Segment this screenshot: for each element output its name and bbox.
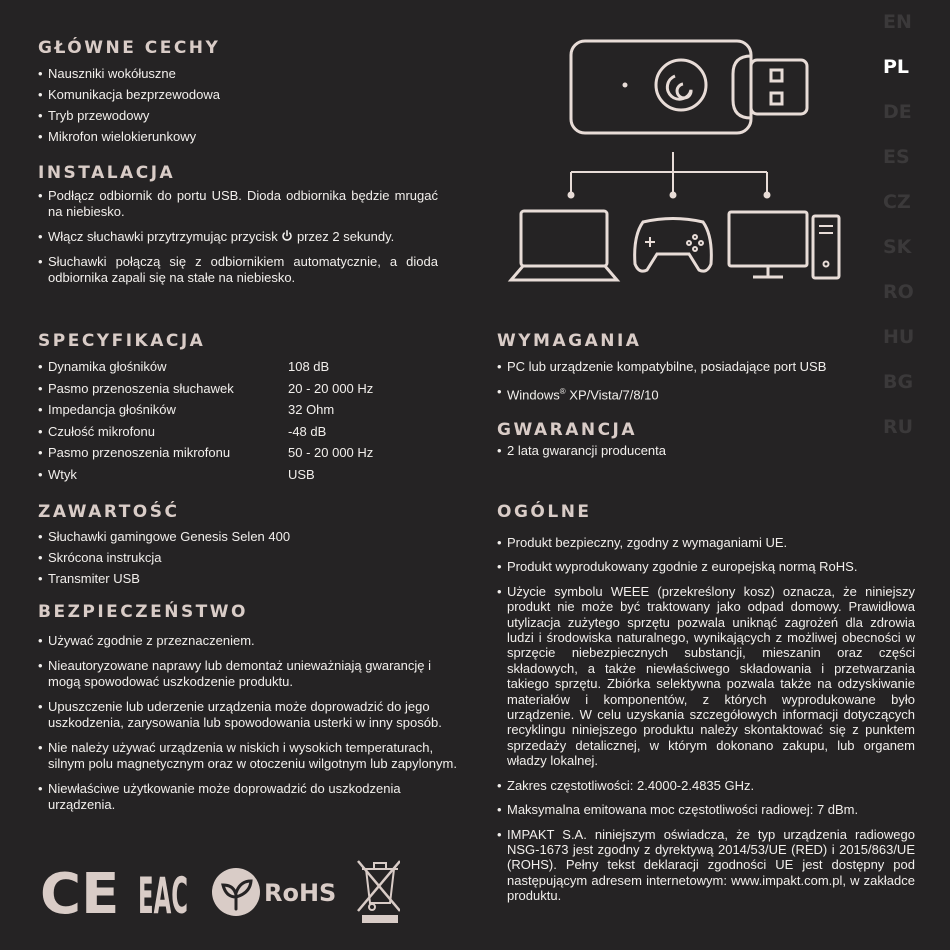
- list-item: • Użycie symbolu WEEE (przekreślony kosz) oznacza, że niniejszy produkt nie może być traktowany jako odpad domowy. Prawidłowa utylizacja zużytego sprzętu pozwala uniknąć zagrożeń dla zdrowia ludzi i środowiska naturalnego, wynikających z możliwej obecności w sprzęcie niebezpiecznych substancji, mieszanin oraz części składowych, a także niewłaściwego składowania i przetwarzania takiego sprzętu. Zbiórka selektywna pozwala także na odzyskiwanie materiałów i komponentów, z których wyprodukowane było urządzenie. W celu uzyskania szczegółowych informacji dotyczących recyklingu niniejszego produktu należy skontaktować się z punktem sprzedaży detalicznej, w którym dokonano zakupu, lub organem władzy lokalnej.: [497, 584, 915, 769]
- install-step2-suffix: przez 2 sekundy.: [296, 229, 395, 244]
- contents-list: [38, 529, 438, 587]
- list-item: • Upuszczenie lub uderzenie urządzenia może doprowadzić do jego uszkodzenia, zarysowania lub spowodowania usterki w inny sposób.: [38, 699, 463, 731]
- spec-label: Pasmo przenoszenia mikrofonu: [48, 445, 231, 460]
- power-icon: [281, 230, 293, 242]
- list-item: • Transmiter USB: [38, 571, 438, 587]
- list-item: • Słuchawki gamingowe Genesis Selen 400: [38, 529, 438, 545]
- language-es[interactable]: ES: [883, 146, 910, 168]
- spec-value: 50 - 20 000 Hz: [288, 445, 374, 460]
- connection-diagram: [505, 36, 845, 286]
- language-ro[interactable]: RO: [883, 281, 914, 303]
- table-row: [38, 445, 458, 467]
- ce-mark: CE: [40, 862, 120, 925]
- installation-heading: INSTALACJA: [38, 163, 176, 183]
- list-item: [38, 229, 438, 245]
- language-en[interactable]: EN: [883, 11, 912, 33]
- certification-marks: [40, 855, 400, 925]
- registered-mark: ®: [559, 387, 566, 396]
- spec-value: USB: [288, 466, 315, 482]
- spec-label: Dynamika głośników: [48, 359, 167, 374]
- requirements-heading: WYMAGANIA: [497, 331, 642, 351]
- list-item: • Produkt wyprodukowany zgodnie z europejską normą RoHS.: [497, 559, 915, 574]
- warranty-heading: GWARANCJA: [497, 420, 638, 440]
- table-row: [38, 424, 458, 446]
- features-heading: GŁÓWNE CECHY: [38, 38, 221, 58]
- table-row: [38, 359, 458, 381]
- features-list: [38, 66, 438, 145]
- gamepad-icon: [635, 219, 712, 272]
- list-item: • Nieautoryzowane naprawy lub demontaż unieważniają gwarancję i mogą spowodować uszkodzenie produktu.: [38, 658, 463, 690]
- contents-heading: ZAWARTOŚĆ: [38, 502, 180, 522]
- language-de[interactable]: DE: [883, 101, 912, 123]
- usb-dongle-icon: [571, 41, 807, 133]
- spec-value: 108 dB: [288, 359, 330, 374]
- list-item: • Nie należy używać urządzenia w niskich i wysokich temperaturach, silnym polu magnetycznym oraz w otoczeniu wilgotnym lub zapylonym.: [38, 740, 463, 772]
- table-row: [38, 467, 458, 489]
- installation-list: [38, 188, 438, 295]
- list-item: • Komunikacja bezprzewodowa: [38, 87, 438, 103]
- list-item: • Mikrofon wielokierunkowy: [38, 129, 438, 145]
- list-item: • PC lub urządzenie kompatybilne, posiadające port USB: [497, 359, 917, 375]
- general-list: [497, 535, 915, 913]
- specification-heading: SPECYFIKACJA: [38, 331, 206, 351]
- language-ru[interactable]: RU: [883, 416, 914, 438]
- spec-value: 32 Ohm: [288, 402, 335, 417]
- requirements-list: [497, 359, 917, 412]
- crossed-bin-icon: [358, 861, 400, 923]
- desktop-pc-icon: [729, 212, 839, 278]
- list-item: • Skrócona instrukcja: [38, 550, 438, 566]
- list-item: • Używać zgodnie z przeznaczeniem.: [38, 633, 463, 649]
- install-step2-text: Włącz słuchawki przytrzymując przycisk: [48, 229, 278, 244]
- list-item: • Maksymalna emitowana moc częstotliwości radiowej: 7 dBm.: [497, 802, 915, 817]
- warranty-list: [497, 443, 917, 459]
- language-pl[interactable]: PL: [883, 56, 910, 78]
- spec-value: 20 - 20 000 Hz: [288, 380, 374, 396]
- list-item: • Podłącz odbiornik do portu USB. Dioda odbiornika będzie mrugać na niebiesko.: [38, 188, 438, 220]
- list-item: • 2 lata gwarancji producenta: [497, 443, 917, 459]
- list-item: [497, 384, 917, 403]
- connector-lines: [569, 152, 770, 198]
- os-name: Windows: [507, 387, 560, 403]
- spec-label: Czułość mikrofonu: [48, 423, 155, 439]
- language-bg[interactable]: BG: [883, 371, 914, 393]
- language-sk[interactable]: SK: [883, 236, 912, 258]
- spec-label: Impedancja głośników: [48, 402, 176, 417]
- eac-mark: EAC: [138, 867, 188, 925]
- language-cz[interactable]: CZ: [883, 191, 911, 213]
- general-heading: OGÓLNE: [497, 502, 592, 522]
- list-item: • Słuchawki połączą się z odbiornikiem automatycznie, a dioda odbiornika zapali się na stałe na niebiesko.: [38, 254, 438, 286]
- list-item: • Niewłaściwe użytkowanie może doprowadzić do uszkodzenia urządzenia.: [38, 781, 463, 813]
- language-hu[interactable]: HU: [883, 326, 915, 348]
- list-item: • IMPAKT S.A. niniejszym oświadcza, że typ urządzenia radiowego NSG-1673 jest zgodny z dyrektywą 2014/53/UE (RED) i 2015/863/UE (ROHS). Pełny tekst deklaracji zgodności UE jest dostępny pod następującym adresem internetowym: www.impakt.com.pl, w zakładce produktu.: [497, 827, 915, 904]
- table-row: [38, 402, 458, 424]
- os-versions: XP/Vista/7/8/10: [565, 387, 659, 403]
- laptop-icon: [511, 211, 617, 280]
- table-row: [38, 381, 458, 403]
- spec-label: Wtyk: [48, 466, 77, 482]
- rohs-mark: RoHS: [264, 879, 337, 907]
- safety-heading: BEZPIECZEŃSTWO: [38, 602, 248, 622]
- list-item: • Tryb przewodowy: [38, 108, 438, 124]
- spec-value: -48 dB: [288, 423, 327, 439]
- specification-table: [38, 359, 458, 488]
- list-item: • Zakres częstotliwości: 2.4000-2.4835 GHz.: [497, 778, 915, 793]
- leaf-icon: [212, 868, 260, 916]
- spec-label: Pasmo przenoszenia słuchawek: [48, 380, 234, 396]
- safety-list: [38, 633, 463, 822]
- list-item: • Produkt bezpieczny, zgodny z wymaganiami UE.: [497, 535, 915, 550]
- list-item: • Nauszniki wokółuszne: [38, 66, 438, 82]
